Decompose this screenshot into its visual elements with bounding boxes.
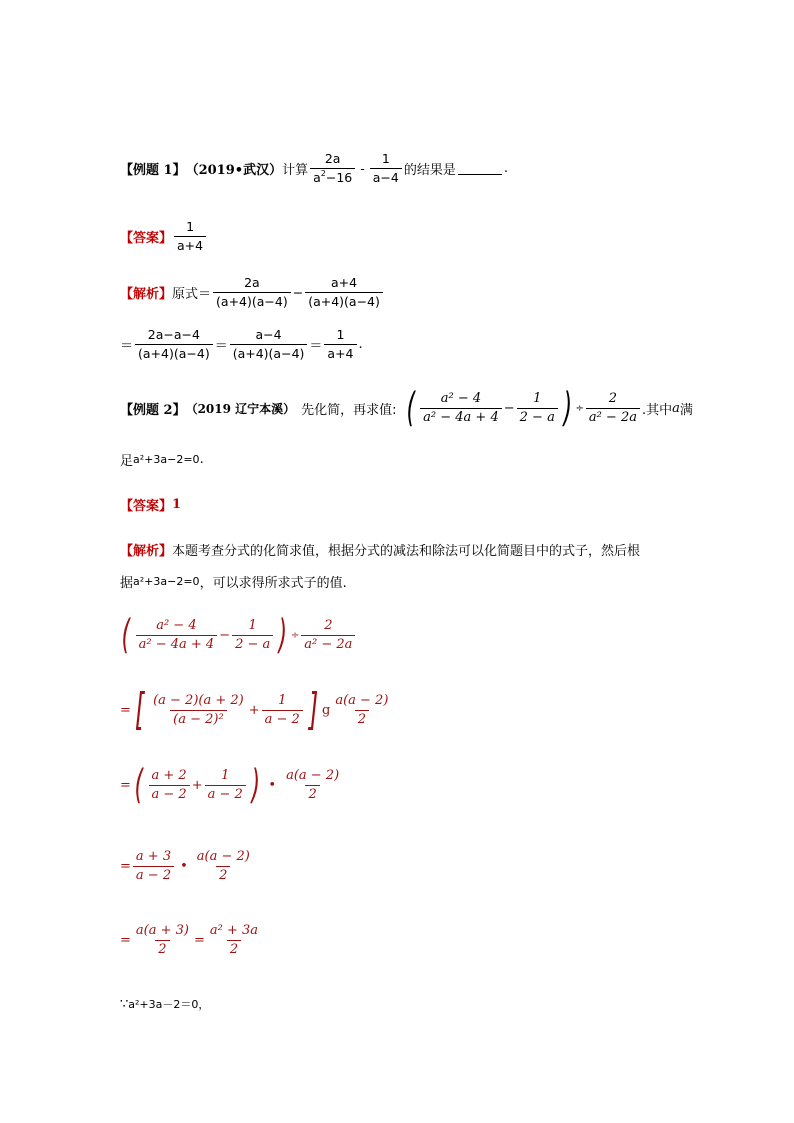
solution-1-line-1 xyxy=(120,274,385,311)
sentence-end: . xyxy=(358,337,363,352)
because-sign: ∵ xyxy=(120,996,129,1012)
solution-2-text-2-suffix: ，可以求得所求式子的值. xyxy=(199,576,347,591)
step-6-expression: a²+3a－2＝0， xyxy=(128,998,210,1011)
example-1-source: （2019•武汉） xyxy=(185,163,283,178)
step-2-fraction-3 xyxy=(332,692,391,729)
fraction-numerator: a + 3 xyxy=(135,849,172,864)
fraction-numerator: 1 xyxy=(278,692,287,708)
step-5-fraction-2 xyxy=(207,922,261,959)
plus-sign: + xyxy=(248,702,260,718)
divide-sign: ÷ xyxy=(290,629,300,641)
den-rest: −16 xyxy=(325,170,353,185)
solution-1-line-2 xyxy=(120,326,363,363)
example-1 xyxy=(120,150,508,187)
fraction-numerator: 2a xyxy=(244,275,260,290)
example-1-label: 【例题 1】 xyxy=(120,163,186,178)
fraction-numerator: (a − 2)(a + 2) xyxy=(153,692,244,708)
answer-1-fraction xyxy=(174,218,206,255)
solution-1-fraction-2 xyxy=(305,274,383,311)
right-paren: ) xyxy=(278,612,288,658)
equals-sign: ＝ xyxy=(309,339,323,354)
fraction-denominator: 2 − a xyxy=(517,408,558,427)
minus-sign: − xyxy=(292,285,304,300)
minus-sign: − xyxy=(219,627,231,643)
expr-fraction-2 xyxy=(517,390,558,427)
solution-2-line-1 xyxy=(120,540,640,559)
step-1-fraction-2 xyxy=(232,617,273,654)
minus-sign: - xyxy=(360,161,365,176)
fraction-numerator: a+4 xyxy=(331,275,358,290)
example-2-condition-line xyxy=(120,450,204,469)
variable-a: a xyxy=(672,400,680,416)
left-bracket: [ xyxy=(134,684,145,735)
right-bracket: ] xyxy=(308,684,319,735)
fraction-denominator: a − 2 xyxy=(149,785,190,804)
example-1-fraction-1 xyxy=(310,150,355,187)
fraction-numerator: 2a−a−4 xyxy=(147,327,200,342)
left-paren: ( xyxy=(121,612,131,658)
fraction-numerator: 1 xyxy=(248,617,257,633)
step-1 xyxy=(118,612,357,658)
fraction-numerator: a(a + 3) xyxy=(135,923,189,938)
fraction-numerator: 1 xyxy=(221,767,230,783)
left-paren: ( xyxy=(134,762,144,808)
step-5-fraction-1 xyxy=(133,922,192,959)
fraction-denominator: 2 xyxy=(155,940,169,959)
fraction-denominator: a − 2 xyxy=(205,785,246,804)
answer-blank xyxy=(458,162,502,175)
example-2-expression xyxy=(403,385,642,431)
expr-fraction-3 xyxy=(586,390,640,427)
step-4 xyxy=(120,848,255,885)
g-glyph: g xyxy=(322,702,331,718)
example-2-label: 【例题 2】 xyxy=(120,402,186,418)
equals-sign: = xyxy=(193,933,205,948)
solution-2-line-2 xyxy=(120,572,347,591)
fraction-numerator: a + 2 xyxy=(151,767,187,783)
equals-sign: = xyxy=(120,933,131,948)
step-1-fraction-1 xyxy=(136,617,218,654)
equals-sign: ＝ xyxy=(120,339,134,354)
fraction-numerator: a² + 3a xyxy=(209,923,259,938)
fraction-denominator: (a+4)(a−4) xyxy=(135,344,213,363)
minus-sign: − xyxy=(503,400,515,416)
example-1-end: . xyxy=(503,161,509,176)
multiply-dot: • xyxy=(180,859,188,874)
fraction-numerator: a(a − 2) xyxy=(335,692,389,708)
answer-2 xyxy=(120,495,181,514)
fraction-numerator: 2 xyxy=(608,390,618,406)
step-3-fraction-3 xyxy=(283,767,342,804)
fraction-denominator: 2 xyxy=(305,785,319,804)
left-paren: ( xyxy=(406,385,415,431)
condition-expression: a²+3a−2=0 xyxy=(133,453,200,466)
step-2-fraction-2 xyxy=(262,692,303,729)
step-2 xyxy=(120,684,393,735)
fraction-denominator: 2 xyxy=(227,940,241,959)
solution-2-label: 【解析】 xyxy=(120,544,173,559)
fraction-numerator: a² − 4 xyxy=(156,617,197,633)
example-2 xyxy=(120,385,693,431)
fraction-numerator: a(a − 2) xyxy=(196,849,250,864)
equals-sign: ＝ xyxy=(214,339,228,354)
multiply-dot: • xyxy=(268,777,277,793)
solution-1-fraction-1 xyxy=(213,274,291,311)
fraction-denominator xyxy=(310,168,355,187)
step-1-fraction-3 xyxy=(301,617,355,654)
solution-1-step-fraction-1 xyxy=(135,326,213,363)
fraction-denominator: a² − 4a + 4 xyxy=(420,408,502,427)
example-2-suffix: .其中 xyxy=(641,402,673,418)
example-2-prefix: 先化简，再求值: xyxy=(301,402,397,418)
fraction-denominator: a+4 xyxy=(324,344,356,363)
step-5 xyxy=(120,922,263,959)
fraction-denominator: a² − 2a xyxy=(586,408,640,427)
expr-fraction-1 xyxy=(420,390,502,427)
step-2-fraction-1 xyxy=(150,692,247,729)
fraction-numerator: a² − 4 xyxy=(440,390,482,406)
fraction-denominator: a−4 xyxy=(370,168,402,187)
fraction-numerator: a−4 xyxy=(255,327,282,342)
example-1-prefix: 计算 xyxy=(282,163,309,178)
fraction-numerator: 2 xyxy=(324,617,333,633)
solution-1-label: 【解析】 xyxy=(120,287,173,302)
sentence-end: . xyxy=(199,452,204,467)
example-2-suffix-2: 满 xyxy=(679,402,693,418)
fraction-numerator: 1 xyxy=(336,327,345,342)
answer-2-label: 【答案】 xyxy=(120,499,173,514)
right-paren: ) xyxy=(563,385,572,431)
fraction-denominator: 2 xyxy=(216,866,230,885)
den-base: a xyxy=(313,170,321,185)
den-exponent: 2 xyxy=(320,169,326,178)
step-3-fraction-2 xyxy=(205,767,246,804)
equals-sign: = xyxy=(120,702,131,718)
fraction-numerator: a(a − 2) xyxy=(286,767,340,783)
fraction-numerator: 2a xyxy=(324,151,341,166)
fraction-denominator: a+4 xyxy=(174,236,206,255)
fraction-denominator: (a+4)(a−4) xyxy=(230,344,308,363)
equals-sign: = xyxy=(120,777,131,793)
fraction-denominator: a − 2 xyxy=(262,710,303,729)
fraction-denominator: 2 xyxy=(355,710,369,729)
fraction-denominator: (a − 2)² xyxy=(170,710,227,729)
answer-1 xyxy=(120,218,208,255)
step-3 xyxy=(120,762,344,808)
fraction-denominator: a² − 2a xyxy=(301,635,355,654)
fraction-denominator: a² − 4a + 4 xyxy=(136,635,218,654)
answer-2-value: 1 xyxy=(172,497,182,512)
fraction-denominator: (a+4)(a−4) xyxy=(213,292,291,311)
fraction-denominator: 2 − a xyxy=(232,635,273,654)
step-4-fraction-2 xyxy=(194,848,253,885)
solution-1-prefix: 原式＝ xyxy=(172,287,212,302)
fraction-numerator: 1 xyxy=(533,390,542,406)
example-1-fraction-2 xyxy=(370,150,402,187)
step-6 xyxy=(120,996,209,1012)
answer-1-label: 【答案】 xyxy=(120,231,173,246)
plus-sign: + xyxy=(191,777,203,793)
fraction-denominator: a − 2 xyxy=(133,866,174,885)
divide-sign: ÷ xyxy=(575,402,584,414)
solution-1-step-fraction-3 xyxy=(324,326,356,363)
condition-prefix: 足 xyxy=(120,454,134,469)
example-2-source: （2019 辽宁本溪） xyxy=(185,401,296,416)
fraction-numerator: 1 xyxy=(186,219,195,234)
step-4-fraction-1 xyxy=(133,848,174,885)
solution-1-step-fraction-2 xyxy=(230,326,308,363)
step-3-fraction-1 xyxy=(149,767,190,804)
fraction-denominator: (a+4)(a−4) xyxy=(305,292,383,311)
fraction-numerator: 1 xyxy=(381,151,390,166)
example-1-suffix: 的结果是 xyxy=(403,163,456,178)
solution-2-text-1: 本题考查分式的化简求值，根据分式的减法和除法可以化简题目中的式子，然后根 xyxy=(172,544,641,559)
solution-2-text-2-prefix: 据 xyxy=(120,576,134,591)
solution-2-condition: a²+3a−2=0 xyxy=(133,575,200,588)
right-paren: ) xyxy=(251,762,260,808)
equals-sign: = xyxy=(120,859,131,874)
